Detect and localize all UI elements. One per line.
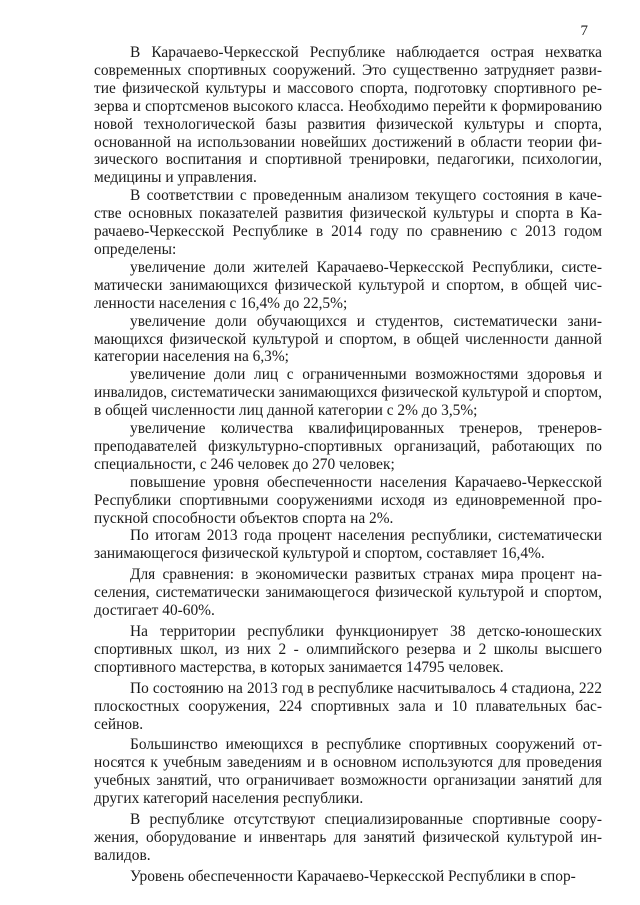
paragraph: По состоянию на 2013 год в республике насчитывалось 4 стадиона, 222 плоскостных сооружения, 224 спортивных зала и 10 плавательных бассейнов. [94, 679, 602, 733]
list-item-paragraph: увеличение доли обучающихся и студентов, систематически занимающихся физической культурой и спортом, в общей численности данной категории населения на 6,3%; [94, 312, 602, 366]
paragraph: Уровень обеспеченности Карачаево-Черкесской Республики в спор- [130, 867, 576, 885]
paragraph: На территории республики функционирует 38 детско-юношеских спортивных школ, из них 2 - олимпийского резерва и 2 школы высшего спортивного мастерства, в которых занимается 14795 человек. [94, 623, 602, 676]
list-item-paragraph: увеличение доли лиц с ограниченными возможностями здоровья и инвалидов, систематически занимающихся физической культурой и спортом, в общей численности лиц данной категории с 2% до 3,5%; [94, 366, 602, 420]
paragraph: В республике отсутствуют специализированные спортивные сооружения, оборудование и инвентарь для занятий физической культурой инвалидов. [94, 811, 602, 864]
paragraph: Большинство имеющихся в республике спортивных сооружений относятся к учебным заведениям и в основном используются для проведения учебных занятий, что ограничивает возможности организации занятий для других категорий населения республики. [94, 736, 602, 808]
list-item-paragraph: увеличение доли жителей Карачаево-Черкесской Республики, систематически занимающихся физической культурой и спортом, в общей численности населения с 16,4% до 22,5%; [94, 258, 602, 312]
paragraph: По итогам 2013 года процент населения республики, систематически занимающегося физической культурой и спортом, составляет 16,4%. [94, 527, 602, 563]
document-body [94, 44, 602, 886]
page-number: 7 [580, 23, 588, 39]
paragraph: В соответствии с проведенным анализом текущего состояния в качестве основных показателей развития физической культуры и спорта в Карачаево-Черкесской Республике в 2014 году по сравнению с 2013 годом определены: [94, 187, 602, 258]
paragraph: Для сравнения: в экономически развитых странах мира процент населения, систематически занимающегося физической культурой и спортом, достигает 40-60%. [94, 566, 602, 620]
list-item-paragraph: повышение уровня обеспеченности населения Карачаево-Черкесской Республики спортивными сооружениями исходя из единовременной пропускной способности объектов спорта на 2%. [94, 473, 602, 527]
list-item-paragraph: увеличение количества квалифицированных тренеров, тренеров-преподавателей физкультурно-спортивных организаций, работающих по специальности, с 246 человек до 270 человек; [94, 420, 602, 473]
paragraph: В Карачаево-Черкесской Республике наблюдается острая нехватка современных спортивных сооружений. Это существенно затрудняет развитие физической культуры и массового спорта, подготовку спортивного резерва и спортсменов высокого класса. Необходимо перейти к формированию новой технологической базы развития физической культуры и спорта, основанной на использовании новейших достижений в области теории физического воспитания и спортивной тренировки, педагогики, психологии, медицины и управления. [94, 44, 602, 187]
